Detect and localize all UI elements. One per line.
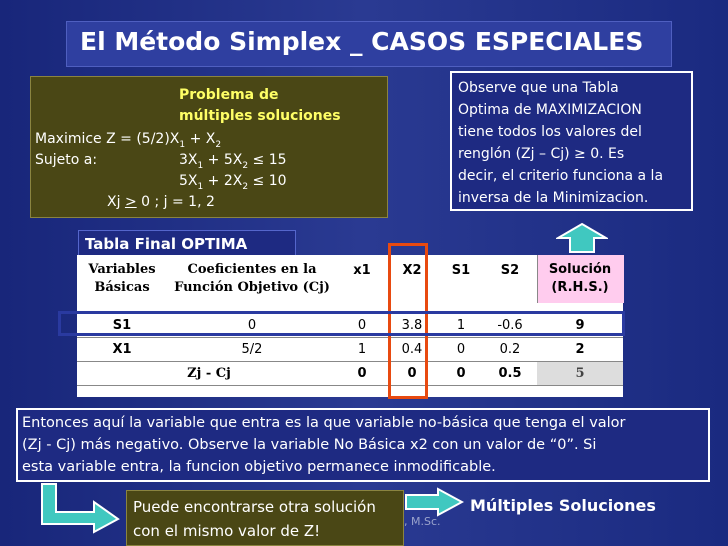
- explanation-line: Entonces aquí la variable que entra es la que variable no-básica que tenga el valor: [22, 415, 626, 431]
- observation-line: tiene todos los valores del: [458, 124, 642, 140]
- header-x2: X2: [402, 263, 422, 278]
- header-s2: S2: [500, 263, 520, 278]
- zj-x2: 0: [407, 366, 417, 381]
- row-cj: 0: [247, 318, 257, 333]
- another-solution-line: con el mismo valor de Z!: [133, 522, 321, 540]
- constraint-1: $3X_1 + 5X_2 \le 15$: [179, 152, 287, 171]
- row-divider: [77, 385, 623, 386]
- subject-to-label: Sujeto a:: [35, 152, 98, 168]
- nonnegativity: Xj > 0 ; j = 1, 2: [107, 194, 215, 210]
- another-solution-line: Puede encontrarse otra solución: [133, 498, 376, 516]
- row-s1: 1: [456, 318, 466, 333]
- explanation-line: esta variable entra, la funcion objetivo permanece inmodificable.: [22, 459, 496, 475]
- observation-line: decir, el criterio funciona a la: [458, 168, 664, 184]
- zj-s1: 0: [456, 366, 466, 381]
- objective-function: Maximice $Z = (5/2)X_1 + X_2$: [35, 131, 222, 150]
- row-s1: 0: [456, 342, 466, 357]
- observation-line: renglón (Zj – Cj) ≥ 0. Es: [458, 146, 625, 162]
- row-sol: 9: [575, 318, 585, 333]
- observation-line: inversa de la Minimizacion.: [458, 190, 649, 206]
- footer-fragment: , M.Sc.: [404, 515, 441, 528]
- row-x2: 3.8: [401, 318, 423, 333]
- table-label: Tabla Final OPTIMA: [78, 230, 296, 256]
- explanation-line: (Zj - Cj) más negativo. Observe la variable No Básica x2 con un valor de “0”. Si: [22, 437, 597, 453]
- header-variables: Variables Básicas: [88, 262, 156, 295]
- row-x2: 0.4: [401, 342, 423, 357]
- arrow-up-icon: [556, 222, 608, 254]
- header-solution: Solución (R.H.S.): [548, 262, 612, 295]
- row-s2: 0.2: [499, 342, 521, 357]
- row-s2: -0.6: [497, 318, 523, 333]
- zj-x1: 0: [357, 366, 367, 381]
- arrow-right-icon: [404, 487, 464, 517]
- observation-line: Observe que una Tabla: [458, 80, 619, 96]
- zj-sol: 5: [575, 366, 585, 381]
- row-sol: 2: [575, 342, 585, 357]
- row-divider: [77, 337, 623, 338]
- header-s1: S1: [451, 263, 471, 278]
- observation-line: Optima de MAXIMIZACION: [458, 102, 642, 118]
- row-var: S1: [112, 318, 132, 333]
- zj-label: Zj - Cj: [187, 366, 231, 381]
- row-cj: 5/2: [241, 342, 263, 357]
- row-x1: 1: [357, 342, 367, 357]
- row-var: X1: [112, 342, 132, 357]
- header-x1: x1: [353, 263, 371, 278]
- constraint-2: $5X_1 + 2X_2 \le 10$: [179, 173, 287, 192]
- s1-row-highlight: [58, 311, 625, 336]
- problem-box: [30, 76, 388, 218]
- multiple-solutions-label: Múltiples Soluciones: [470, 496, 656, 515]
- row-x1: 0: [357, 318, 367, 333]
- zj-s2: 0.5: [498, 366, 522, 381]
- problem-heading-1: Problema de: [179, 87, 279, 103]
- observation-box: [450, 71, 693, 211]
- another-solution-box: [126, 490, 404, 546]
- slide-title: El Método Simplex _ CASOS ESPECIALES: [80, 27, 644, 56]
- arrow-bend-right-icon: [38, 482, 122, 534]
- header-coefficients: Coeficientes en la Función Objetivo (Cj): [174, 262, 330, 295]
- explanation-box: [16, 408, 710, 482]
- problem-heading-2: múltiples soluciones: [179, 108, 341, 124]
